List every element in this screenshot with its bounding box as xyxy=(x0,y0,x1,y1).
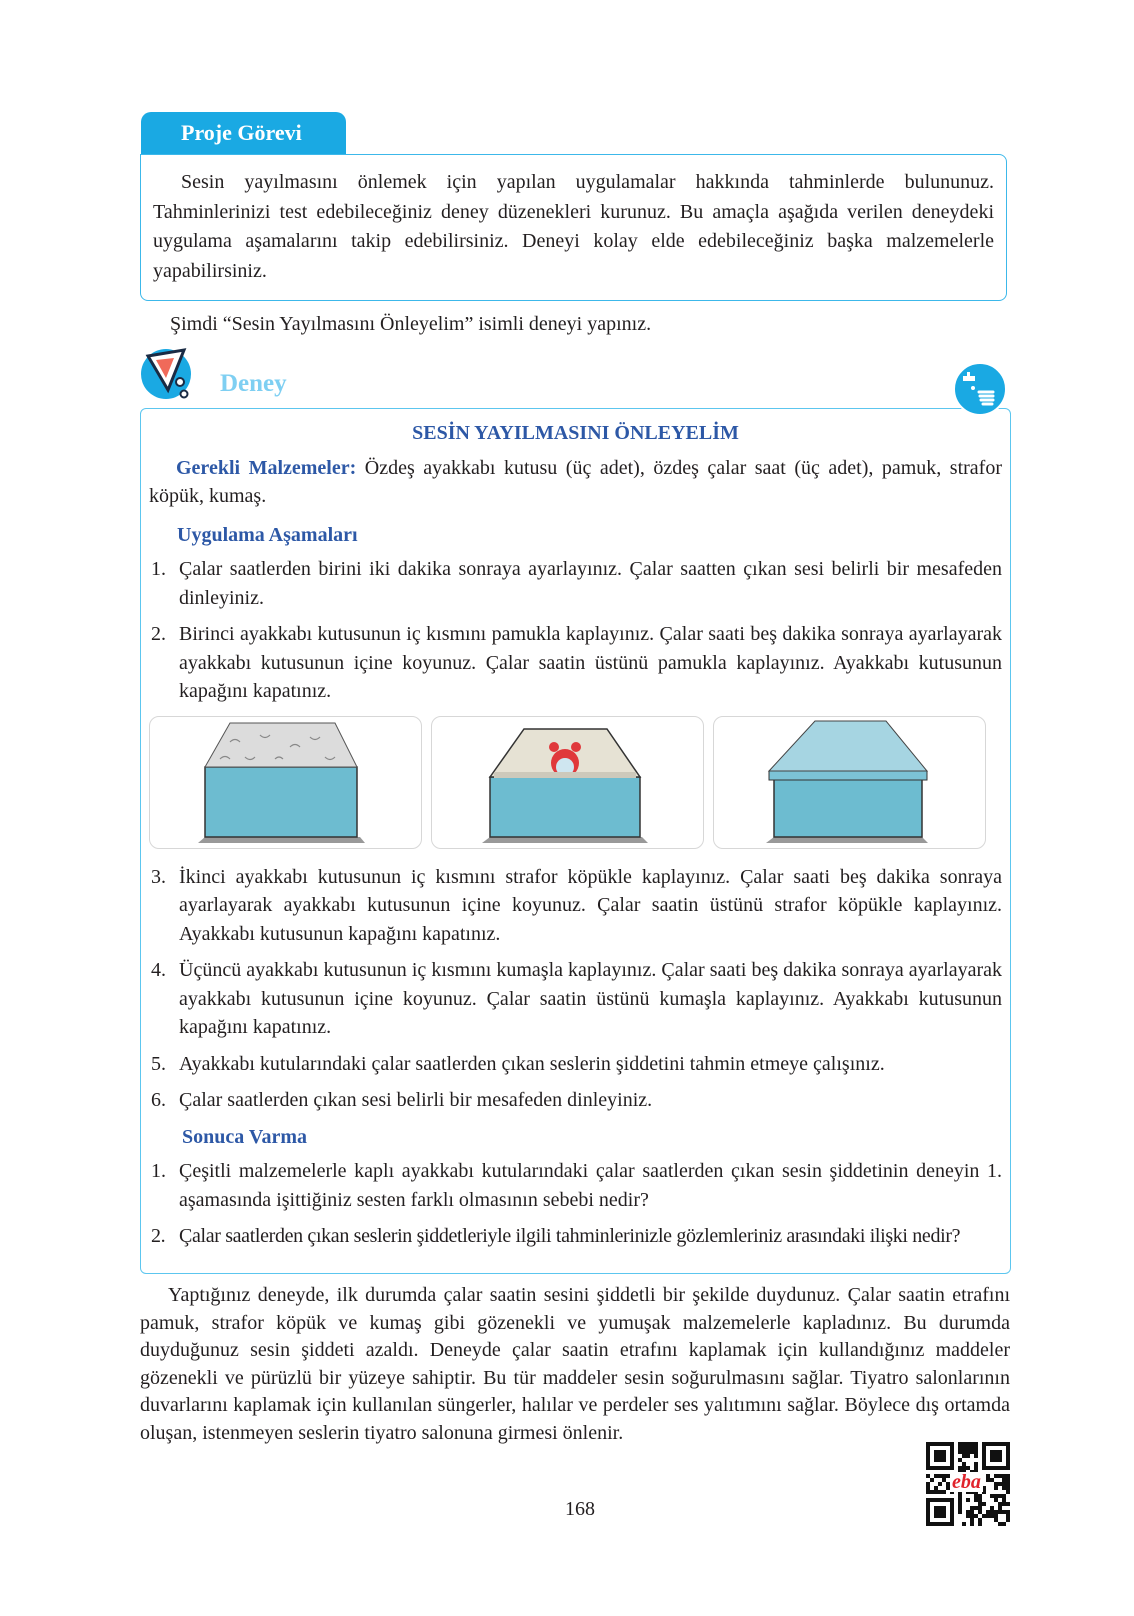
experiment-title: SESİN YAYILMASINI ÖNLEYELİM xyxy=(412,422,739,444)
hand-washing-icon xyxy=(953,362,1007,422)
illustration-row xyxy=(149,716,1002,849)
experiment-icon xyxy=(140,346,196,408)
step-text: İkinci ayakkabı kutusunun iç kısmını strafor köpükle kaplayınız. Çalar saati beş dakika sonraya ayarlayarak ayakkabı kutusunun içine koyunuz. Çalar saatin üstünü strafor köpükle kaplayınız. Ayakkabı kutusunun kapağını kapatınız. xyxy=(179,865,1002,945)
steps-list xyxy=(149,555,1002,706)
experiment-label: Deney xyxy=(220,370,287,397)
question-item xyxy=(149,1222,1002,1251)
project-task-tab: Proje Görevi xyxy=(141,112,346,155)
experiment-box xyxy=(140,408,1011,1274)
step-text: Birinci ayakkabı kutusunun iç kısmını pamukla kaplayınız. Çalar saati beş dakika sonraya ayarlayarak ayakkabı kutusunun içine koyunuz. Çalar saatin üstünü pamukla kaplayınız. Ayakkabı kutusunun kapağını kapatınız. xyxy=(179,623,1002,702)
materials-text: Özdeş ayakkabı kutusu (üç adet), özdeş çalar saat (üç adet), pamuk, strafor köpük, kumaş. xyxy=(149,456,1002,507)
box-with-cotton-illustration xyxy=(149,716,422,849)
step-item xyxy=(149,555,1002,612)
step-number: 4. xyxy=(151,959,166,981)
question-item xyxy=(149,1157,1002,1214)
step-number: 2. xyxy=(151,623,166,645)
step-item xyxy=(149,863,1002,949)
materials-label: Gerekli Malzemeler: xyxy=(176,456,357,479)
question-text: Çalar saatlerden çıkan seslerin şiddetleriyle ilgili tahminlerinizle gözlemleriniz arasındaki ilişki nedir? xyxy=(179,1225,961,1247)
project-task-box xyxy=(140,154,1007,301)
step-item xyxy=(149,620,1002,706)
closing-paragraph xyxy=(140,1282,1010,1447)
step-number: 3. xyxy=(151,865,166,888)
step-text: Üçüncü ayakkabı kutusunun iç kısmını kumaşla kaplayınız. Çalar saati beş dakika sonraya ayarlayarak ayakkabı kutusunun içine koyunuz. Çalar saatin üstünü kumaşla kaplayınız. Ayakkabı kutusunun kapağını kapatınız. xyxy=(179,959,1002,1038)
question-text: Çeşitli malzemelerle kaplı ayakkabı kutularındaki çalar saatlerden çıkan sesin şiddetinin deneyin 1. aşamasında işittiğiniz sesten farklı olmasının sebebi nedir? xyxy=(179,1160,1002,1211)
steps-list-continued xyxy=(149,863,1002,1115)
step-number: 5. xyxy=(151,1052,166,1075)
qr-code[interactable] xyxy=(926,1442,1010,1526)
step-item xyxy=(149,956,1002,1042)
step-text: Ayakkabı kutularındaki çalar saatlerden çıkan seslerin şiddetini tahmin etmeye çalışınız. xyxy=(179,1052,885,1075)
step-text: Çalar saatlerden birini iki dakika sonraya ayarlayınız. Çalar saatten çıkan sesi belirli bir mesafeden dinleyiniz. xyxy=(179,558,1002,609)
page-number: 168 xyxy=(565,1498,595,1520)
project-task-text: Sesin yayılmasını önlemek için yapılan uygulamalar hakkında tahminlerde bulununuz. Tahminlerinizi test edebileceğiniz deney düzenekleri kurunuz. Bu amaçla aşağıda verilen deneydeki uygulama aşamalarını takip edebilirsiniz. Deneyi kolay elde edebileceğiniz başka malzemelerle yapabilirsiniz. xyxy=(153,171,994,282)
closing-text: Yaptığınız deneyde, ilk durumda çalar saatin sesini şiddetli bir şekilde duydunuz. Çalar saatin etrafını pamuk, strafor köpük ve kumaş gibi gözenekli ve yumuşak malzemelerle kapladınız. Bu durumda duyduğunuz sesin şiddeti azaldı. Deneyde çalar saatin etrafını kaplamak için kullandığınız maddeler gözenekli ve pürüzlü bir yüzeye sahiptir. Bu tür maddeler sesin soğurulmasını sağlar. Tiyatro salonlarının duvarlarını kaplamak için kullanılan süngerler, halılar ve perdeler ses yalıtımını sağlar. Böylece dış ortamda oluşan, istenmeyen seslerin tiyatro salonuna girmesi önlenir. xyxy=(140,1284,1010,1444)
step-item xyxy=(149,1086,1002,1115)
conclusion-heading: Sonuca Varma xyxy=(182,1125,308,1148)
materials xyxy=(149,454,1002,511)
steps-heading: Uygulama Aşamaları xyxy=(177,523,358,546)
questions-list xyxy=(149,1157,1002,1251)
step-item xyxy=(149,1050,1002,1079)
intro-text: Şimdi “Sesin Yayılmasını Önleyelim” isimli deneyi yapınız. xyxy=(170,313,652,335)
closed-box-illustration xyxy=(713,716,986,849)
box-with-clock-illustration xyxy=(431,716,704,849)
question-number: 1. xyxy=(151,1160,166,1182)
step-number: 6. xyxy=(151,1089,166,1111)
step-number: 1. xyxy=(151,558,166,580)
eba-logo: eba xyxy=(952,1471,981,1493)
question-number: 2. xyxy=(151,1225,166,1247)
step-text: Çalar saatlerden çıkan sesi belirli bir mesafeden dinleyiniz. xyxy=(179,1089,653,1111)
